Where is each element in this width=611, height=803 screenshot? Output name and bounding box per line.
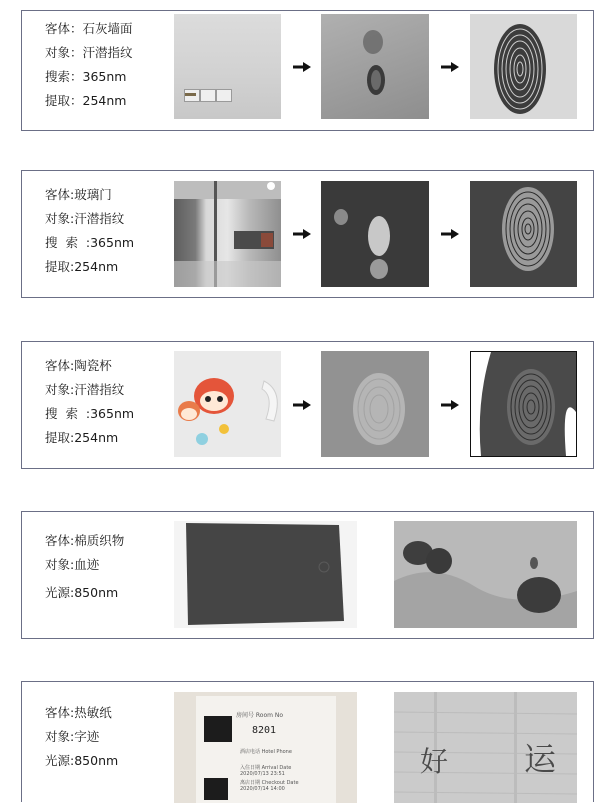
sample-panel-3 [21,341,594,469]
extract-wavelength: 提取:254nm [45,259,119,274]
arrow-right-icon [293,400,311,410]
sample-info-1 [45,17,133,113]
sample-info-4 [45,529,124,605]
arrow-right-icon [441,62,459,72]
sample-info-5 [45,701,118,773]
uv-search-image [321,14,429,119]
fingerprint-result-image [470,181,577,287]
object-label: 对象:血迹 [45,557,100,572]
arrival-date-label: 入住日期 Arrival Date [240,765,292,771]
carrier-label: 客体:陶瓷杯 [45,358,112,373]
carrier-label: 客体:棉质织物 [45,533,125,548]
sample-panel-4 [21,511,594,639]
search-wavelength: 搜 索 :365nm [45,406,135,421]
carrier-label: 客体：石灰墙面 [45,21,133,36]
fingerprint-result-image [470,351,577,457]
sample-info-2 [45,183,134,279]
sample-info-3 [45,354,134,450]
carrier-label: 客体:玻璃门 [45,187,112,202]
hotel-phone-label: 酒店电话 Hotel Phone [240,749,292,755]
object-label: 对象:汗潜指纹 [45,382,125,397]
arrow-right-icon [441,400,459,410]
wall-photo [174,14,281,119]
arrival-date: 2020/07/13 23:51 [240,771,285,777]
object-label: 对象:汗潜指纹 [45,211,125,226]
object-label: 对象：汗潜指纹 [45,45,133,60]
arrow-right-icon [441,229,459,239]
room-number-label: 房间号 Room No [236,712,284,719]
arrow-right-icon [293,229,311,239]
thermal-paper-photo [174,692,357,803]
checkout-date: 2020/07/14 14:00 [240,786,285,792]
uv-search-image [321,351,429,457]
sample-panel-1 [21,10,594,131]
ceramic-cup-photo [174,351,281,457]
light-source-label: 光源:850nm [45,753,119,768]
carrier-label: 客体:热敏纸 [45,705,112,720]
handwriting-ir-image [394,692,577,803]
sample-panel-2 [21,170,594,298]
handwriting-char-1: 好 [420,745,449,778]
uv-search-image [321,181,429,287]
light-source-label: 光源:850nm [45,585,119,600]
cotton-fabric-photo [174,521,357,628]
extract-wavelength: 提取：254nm [45,93,127,108]
arrow-right-icon [293,62,311,72]
fingerprint-result-image [470,14,577,119]
object-label: 对象:字迹 [45,729,100,744]
checkout-date-label: 离店日期 Checkout Date [240,780,299,786]
handwriting-char-2: 运 [524,740,557,778]
search-wavelength: 搜索：365nm [45,69,127,84]
extract-wavelength: 提取:254nm [45,430,119,445]
search-wavelength: 搜 索 :365nm [45,235,135,250]
sample-panel-5 [21,681,594,802]
room-number: 8201 [252,725,277,736]
glass-door-photo [174,181,281,287]
blood-stain-ir-image [394,521,577,628]
